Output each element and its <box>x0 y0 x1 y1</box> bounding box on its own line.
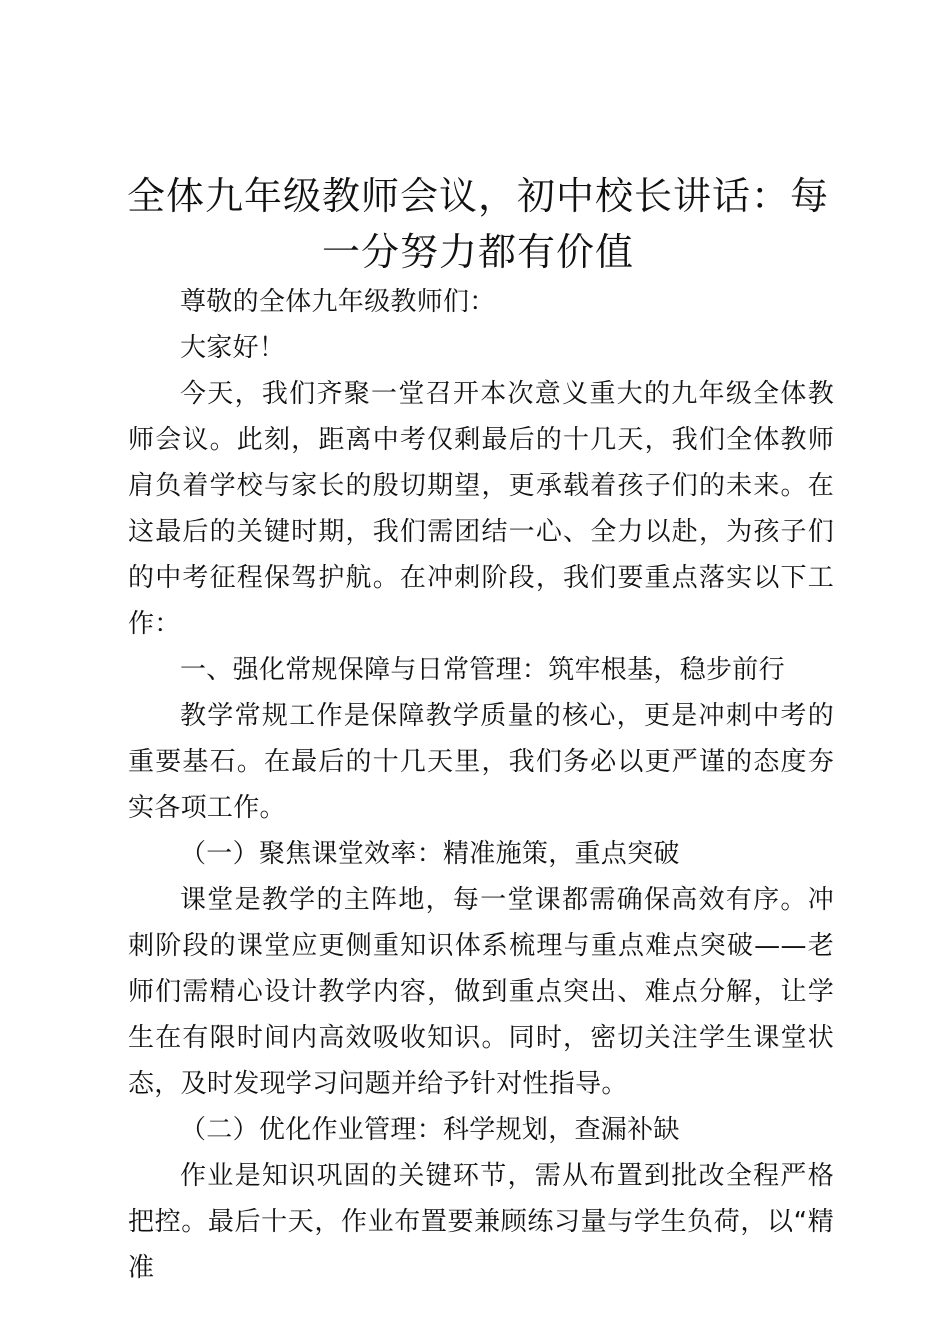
intro-paragraph: 今天，我们齐聚一堂召开本次意义重大的九年级全体教师会议。此刻，距离中考仅剩最后的十几天，我们全体教师肩负着学校与家长的殷切期望，更承载着孩子们的未来。在这最后的关键时期，我们需团结一心、全力以赴，为孩子们的中考征程保驾护航。在冲刺阶段，我们要重点落实以下工作： <box>128 379 834 639</box>
subsection-2-paragraph: 作业是知识巩固的关键环节，需从布置到批改全程严格把控。最后十天，作业布置要兼顾练习量与学生负荷，以“精准 <box>128 1161 834 1283</box>
subsection-1-paragraph: 课堂是教学的主阵地，每一堂课都需确保高效有序。冲刺阶段的课堂应更侧重知识体系梳理与重点难点突破——老师们需精心设计教学内容，做到重点突出、难点分解，让学生在有限时间内高效吸收知识。同时，密切关注学生课堂状态，及时发现学习问题并给予针对性指导。 <box>128 885 834 1099</box>
salutation: 尊敬的全体九年级教师们： <box>180 287 496 317</box>
document-body <box>128 279 834 1291</box>
subsection-heading-2: （二）优化作业管理：科学规划，查漏补缺 <box>180 1115 680 1145</box>
document-title: 全体九年级教师会议，初中校长讲话：每一分努力都有价值 <box>126 174 829 274</box>
greeting: 大家好！ <box>180 333 286 363</box>
section-heading-1: 一、强化常规保障与日常管理：筑牢根基，稳步前行 <box>180 655 785 685</box>
section-1-paragraph: 教学常规工作是保障教学质量的核心，更是冲刺中考的重要基石。在最后的十几天里，我们务必以更严谨的态度夯实各项工作。 <box>128 701 834 823</box>
subsection-heading-1: （一）聚焦课堂效率：精准施策，重点突破 <box>180 839 680 869</box>
